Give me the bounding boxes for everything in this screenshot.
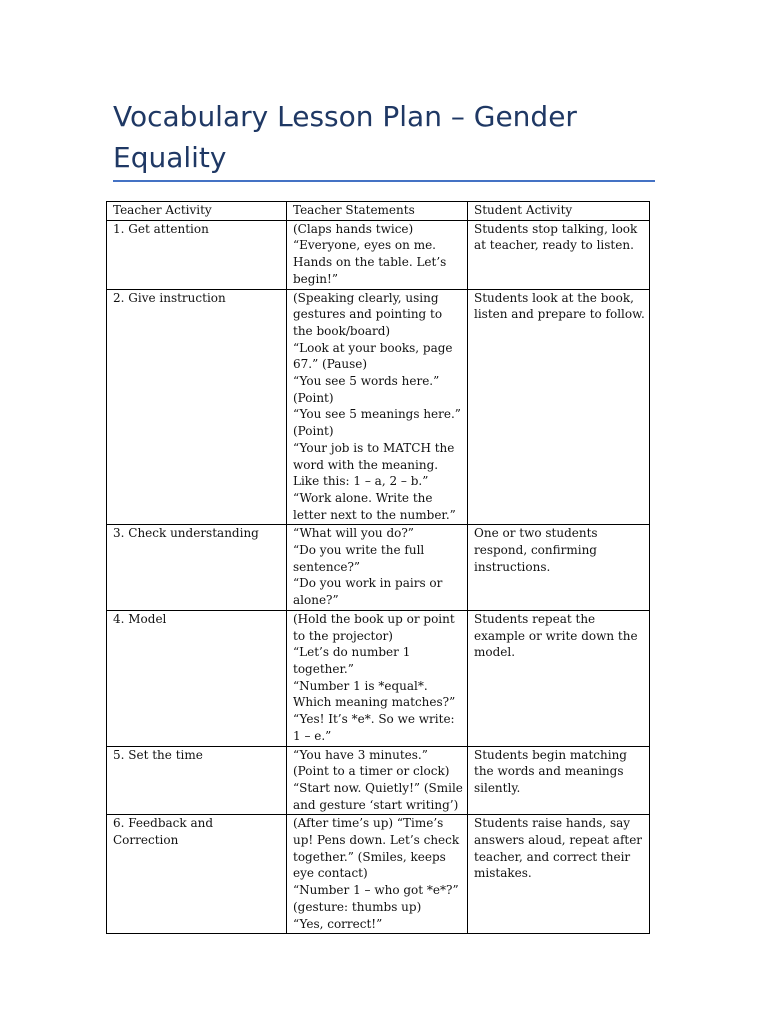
- student-activity-cell: Students begin matching the words and meanings silently.: [468, 746, 650, 815]
- student-activity-cell: One or two students respond, confirming instructions.: [468, 525, 650, 611]
- teacher-statements-cell: [287, 815, 468, 934]
- statement-line: “Do you write the full sentence?”: [293, 543, 425, 574]
- statement-line: “Do you work in pairs or alone?”: [293, 576, 443, 608]
- teacher-statements-cell: [287, 746, 468, 815]
- lesson-plan-table: [106, 201, 650, 934]
- statement-line: “Number 1 – who got *e*?” (gesture: thumbs up): [293, 883, 459, 914]
- statement-line: “Number 1 is *equal*. Which meaning matches?”: [293, 678, 456, 710]
- teacher-statements-cell: [287, 610, 468, 746]
- table-row: [107, 220, 650, 289]
- header-student-activity: Student Activity: [468, 202, 650, 221]
- statement-line: “You see 5 words here.” (Point): [293, 374, 440, 405]
- header-teacher-activity: Teacher Activity: [107, 202, 287, 221]
- statement-line: “Your job is to MATCH the word with the meaning. Like this: 1 – a, 2 – b.”: [293, 440, 455, 489]
- statement-line: “Yes! It’s *e*. So we write: 1 – e.”: [293, 712, 455, 743]
- statement-line: “You have 3 minutes.” (Point to a timer or clock): [293, 747, 450, 779]
- teacher-statements-cell: [287, 289, 468, 525]
- teacher-statements-cell: [287, 220, 468, 289]
- statement-line: “Work alone. Write the letter next to the number.”: [293, 490, 456, 522]
- statement-line: “Everyone, eyes on me. Hands on the table. Let’s begin!”: [293, 238, 447, 286]
- page-title: Vocabulary Lesson Plan – Gender Equality: [113, 100, 577, 174]
- statement-line: (Speaking clearly, using gestures and pointing to the book/board): [293, 290, 443, 338]
- student-activity-cell: Students stop talking, look at teacher, ready to listen.: [468, 220, 650, 289]
- statement-line: “Start now. Quietly!” (Smile and gesture ‘start writing’): [293, 780, 463, 812]
- teacher-activity-cell: 4. Model: [107, 610, 287, 746]
- statement-line: (After time’s up) “Time’s up! Pens down. Let’s check together.” (Smiles, keeps eye contact): [293, 816, 460, 881]
- teacher-activity-cell: 1. Get attention: [107, 220, 287, 289]
- student-activity-cell: Students repeat the example or write down the model.: [468, 610, 650, 746]
- table-row: [107, 289, 650, 525]
- table-header-row: [107, 202, 650, 221]
- statement-line: “Let’s do number 1 together.”: [293, 645, 411, 676]
- table-row: [107, 525, 650, 611]
- header-teacher-statements: Teacher Statements: [287, 202, 468, 221]
- statement-line: “Look at your books, page 67.” (Pause): [293, 340, 453, 372]
- statement-line: “What will you do?”: [293, 526, 414, 541]
- table-row: [107, 746, 650, 815]
- student-activity-cell: Students look at the book, listen and prepare to follow.: [468, 289, 650, 525]
- statement-line: (Hold the book up or point to the projector): [293, 611, 455, 643]
- statement-line: “You see 5 meanings here.” (Point): [293, 407, 461, 439]
- teacher-activity-cell: 5. Set the time: [107, 746, 287, 815]
- teacher-statements-cell: [287, 525, 468, 611]
- table-row: [107, 815, 650, 934]
- teacher-activity-cell: 3. Check understanding: [107, 525, 287, 611]
- statement-line: “Yes, correct!”: [293, 916, 383, 931]
- statement-line: (Claps hands twice): [293, 221, 414, 236]
- teacher-activity-cell: 2. Give instruction: [107, 289, 287, 525]
- teacher-activity-cell: 6. Feedback and Correction: [107, 815, 287, 934]
- table-row: [107, 610, 650, 746]
- title-underline: [113, 180, 655, 182]
- student-activity-cell: Students raise hands, say answers aloud, repeat after teacher, and correct their mistakes.: [468, 815, 650, 934]
